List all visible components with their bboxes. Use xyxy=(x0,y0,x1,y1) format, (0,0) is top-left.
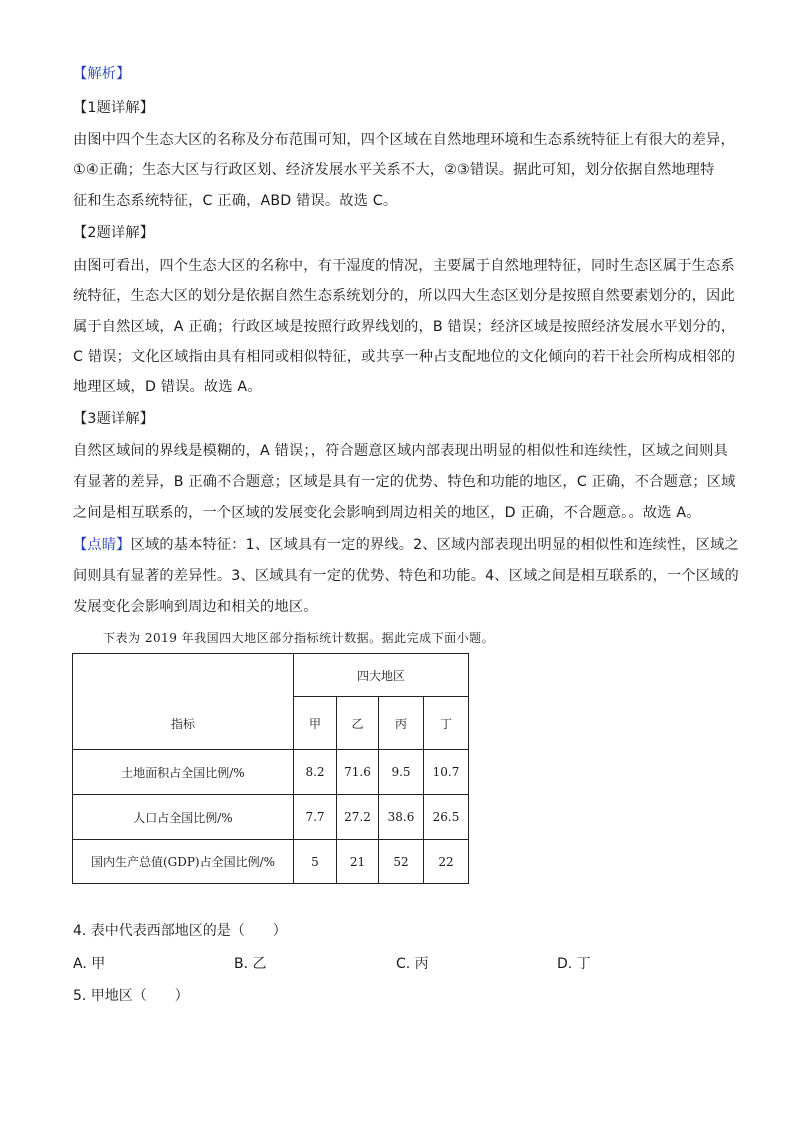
tip-text: 区域的基本特征：1、区域具有一定的界线。2、区域内部表现出明显的相似性和连续性，区域之 xyxy=(130,537,739,553)
cell-value: 10.7 xyxy=(424,750,469,795)
q3-title: 【3题详解】 xyxy=(73,411,155,427)
cell-value: 71.6 xyxy=(337,750,379,795)
table-row xyxy=(73,840,469,884)
q1-line: 由图中四个生态大区的名称及分布范围可知，四个区域在自然地理环境和生态系统特征上有很大的差异， xyxy=(73,132,735,148)
q1-line: ①④正确；生态大区与行政区划、经济发展水平关系不大，②③错误。据此可知，划分依据自然地理特 xyxy=(73,162,715,178)
analysis-heading: 【解析】 xyxy=(73,66,131,82)
question-5-stem: 5. 甲地区（ ） xyxy=(73,988,189,1004)
table-caption: 下表为 2019 年我国四大地区部分指标统计数据。据此完成下面小题。 xyxy=(103,631,495,645)
row-label: 人口占全国比例/% xyxy=(73,795,294,840)
row-label: 土地面积占全国比例/% xyxy=(73,750,294,795)
indicator-header: 指标 xyxy=(73,654,294,750)
cell-value: 22 xyxy=(424,840,469,884)
cell-value: 8.2 xyxy=(294,750,337,795)
region-header: 甲 xyxy=(294,697,337,750)
option-d[interactable]: D. 丁 xyxy=(557,956,591,972)
row-label: 国内生产总值(GDP)占全国比例/% xyxy=(73,840,294,884)
option-c[interactable]: C. 丙 xyxy=(396,956,429,972)
cell-value: 9.5 xyxy=(379,750,424,795)
cell-value: 52 xyxy=(379,840,424,884)
tip-line: 发展变化会影响到周边和相关的地区。 xyxy=(73,599,318,615)
q2-line: C 错误；文化区域指由具有相同或相似特征，或共享一种占支配地位的文化倾向的若干社会所构成相邻的 xyxy=(73,349,736,365)
question-4-stem: 4. 表中代表西部地区的是（ ） xyxy=(73,923,287,939)
cell-value: 27.2 xyxy=(337,795,379,840)
region-header: 乙 xyxy=(337,697,379,750)
region-group-header: 四大地区 xyxy=(294,654,469,697)
q2-line: 统特征，生态大区的划分是依据自然生态系统划分的，所以四大生态区划分是按照自然要素划分的，因此 xyxy=(73,288,735,304)
q2-line: 由图可看出，四个生态大区的名称中，有干湿度的情况，主要属于自然地理特征，同时生态区属于生态系 xyxy=(73,258,735,274)
option-b[interactable]: B. 乙 xyxy=(234,956,267,972)
q2-line: 地理区域，D 错误。故选 A。 xyxy=(73,379,262,395)
tip-line xyxy=(73,535,739,555)
q2-line: 属于自然区域，A 正确；行政区域是按照行政界线划的，B 错误；经济区域是按照经济发展水平划分的， xyxy=(73,319,736,335)
tip-title: 【点睛】 xyxy=(73,537,131,553)
q1-line: 征和生态系统特征，C 正确，ABD 错误。故选 C。 xyxy=(73,193,398,209)
table-row xyxy=(73,750,469,795)
cell-value: 38.6 xyxy=(379,795,424,840)
q1-title: 【1题详解】 xyxy=(73,100,155,116)
q3-line: 之间是相互联系的，一个区域的发展变化会影响到周边相关的地区，D 正确，不合题意。。故选 A。 xyxy=(73,505,701,521)
q3-line: 有显著的差异，B 正确不合题意；区域是具有一定的优势、特色和功能的地区，C 正确，不合题意；区域 xyxy=(73,474,736,490)
region-header: 丙 xyxy=(379,697,424,750)
region-header: 丁 xyxy=(424,697,469,750)
q3-line: 自然区域间的界线是模糊的，A 错误；，符合题意区域内部表现出明显的相似性和连续性，区域之间则具 xyxy=(73,443,728,459)
cell-value: 21 xyxy=(337,840,379,884)
q2-title: 【2题详解】 xyxy=(73,225,155,241)
tip-line: 间则具有显著的差异性。3、区域具有一定的优势、特色和功能。4、区域之间是相互联系的，一个区域的 xyxy=(73,568,739,584)
cell-value: 26.5 xyxy=(424,795,469,840)
table-row xyxy=(73,795,469,840)
option-a[interactable]: A. 甲 xyxy=(73,956,106,972)
statistics-table xyxy=(72,653,469,884)
cell-value: 5 xyxy=(294,840,337,884)
cell-value: 7.7 xyxy=(294,795,337,840)
